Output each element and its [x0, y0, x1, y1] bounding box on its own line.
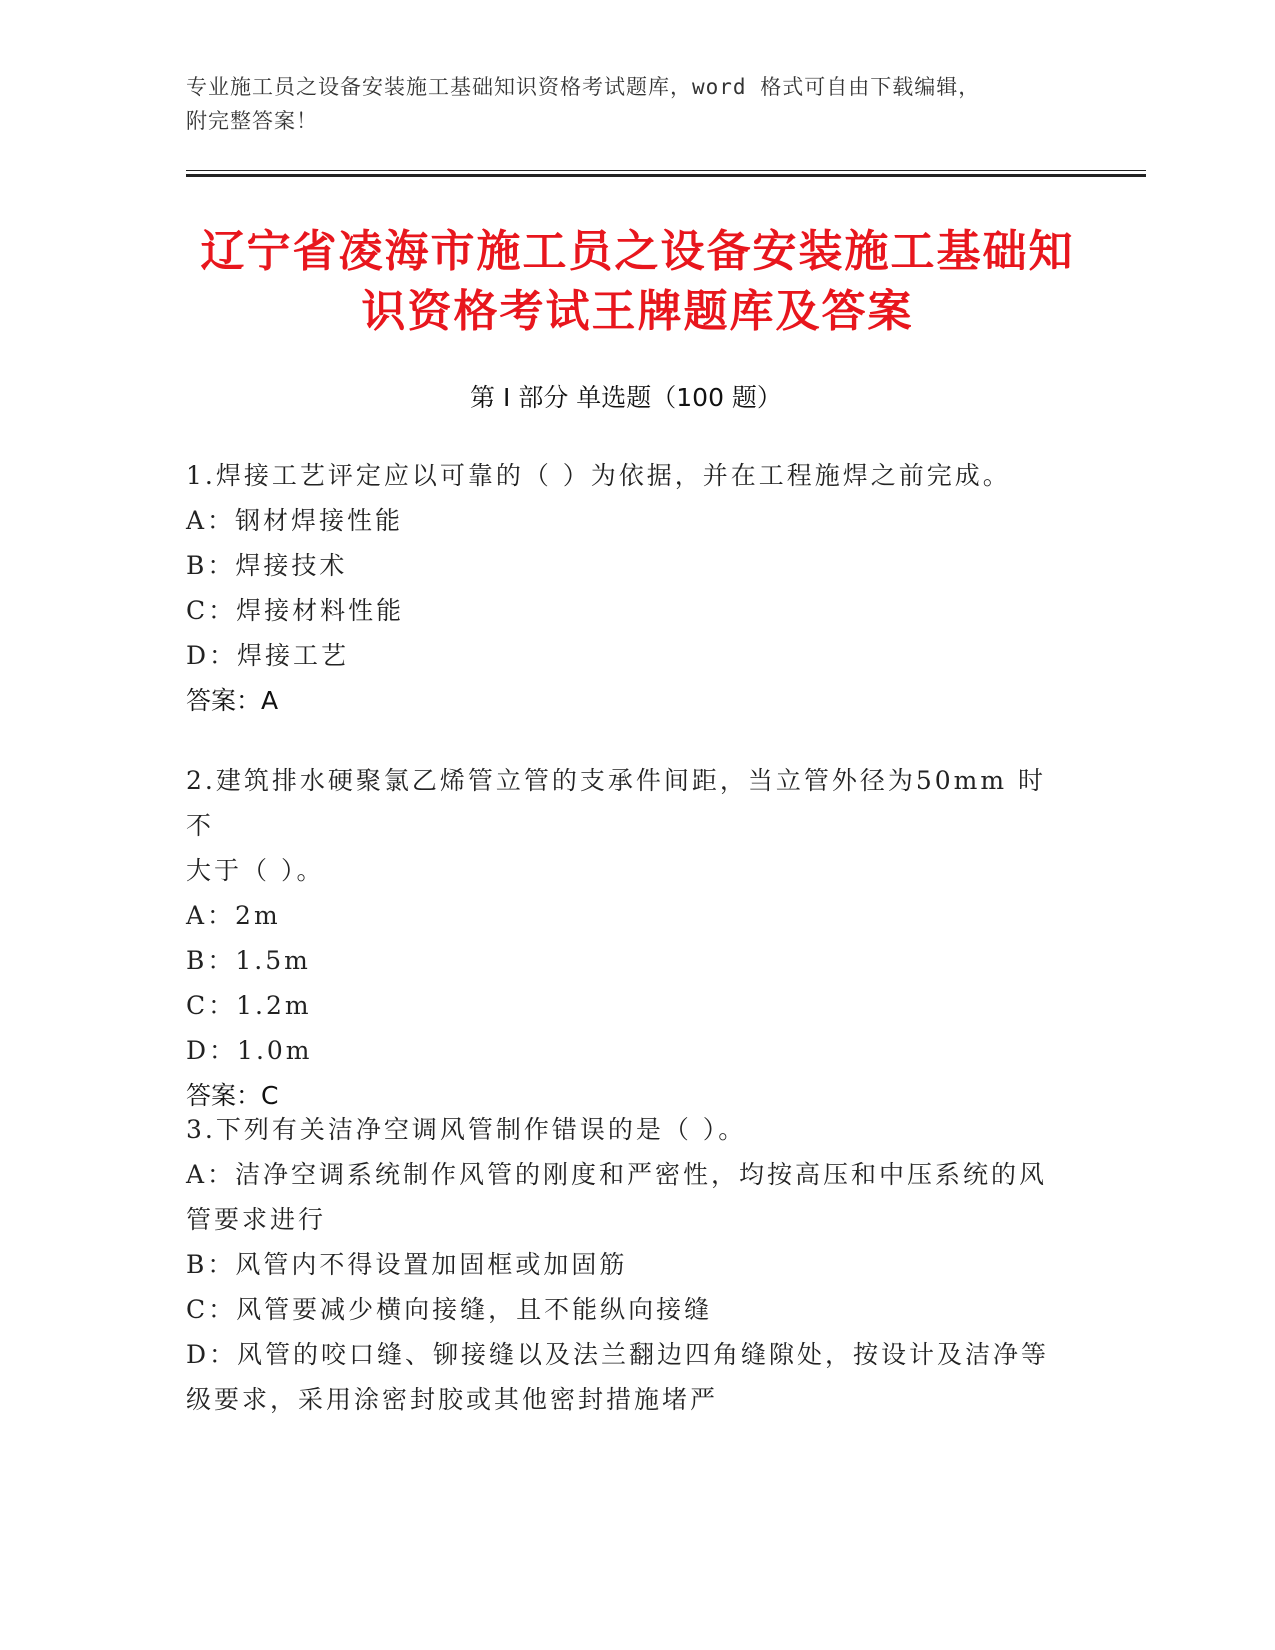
- section-title: 第 I 部分 单选题（100 题）: [470, 383, 782, 412]
- header-divider-thin: [186, 170, 1146, 171]
- question-3: [186, 1107, 1066, 1422]
- document-title: [150, 222, 1125, 342]
- option-b: B：风管内不得设置加固框或加固筋: [186, 1250, 628, 1279]
- question-2: [186, 758, 1066, 1118]
- header-note-line-2: 附完整答案！: [186, 109, 318, 133]
- option-c: C：焊接材料性能: [186, 596, 405, 625]
- option-d: D：1.0m: [186, 1036, 313, 1065]
- option-a-line-1: A：洁净空调系统制作风管的刚度和严密性，均按高压和中压系统的风: [186, 1160, 1048, 1189]
- question-stem-line-1: 2.建筑排水硬聚氯乙烯管立管的支承件间距，当立管外径为50mm 时不: [186, 766, 1047, 840]
- option-d-line-2: 级要求，采用涂密封胶或其他密封措施堵严: [186, 1385, 719, 1414]
- question-stem-line-2: 大于（ ）。: [186, 856, 325, 885]
- option-d-line-1: D：风管的咬口缝、铆接缝以及法兰翻边四角缝隙处，按设计及洁净等: [186, 1340, 1050, 1369]
- option-c: C：1.2m: [186, 991, 312, 1020]
- header-note-line-1: 专业施工员之设备安装施工基础知识资格考试题库，word 格式可自由下载编辑，: [186, 75, 981, 99]
- question-stem: 1.焊接工艺评定应以可靠的（ ）为依据，并在工程施焊之前完成。: [186, 461, 1011, 490]
- document-title-line-2: 识资格考试王牌题库及答案: [361, 286, 914, 337]
- document-title-line-1: 辽宁省凌海市施工员之设备安装施工基础知: [200, 226, 1075, 277]
- option-a: A：钢材焊接性能: [186, 506, 404, 535]
- option-a-line-2: 管要求进行: [186, 1205, 327, 1234]
- option-b: B：1.5m: [186, 946, 311, 975]
- option-a: A：2m: [186, 901, 281, 930]
- option-d: D：焊接工艺: [186, 641, 350, 670]
- header-note: [186, 70, 1086, 138]
- option-b: B：焊接技术: [186, 551, 348, 580]
- answer-label: 答案：A: [186, 686, 279, 715]
- answer-label: 答案：C: [186, 1081, 279, 1110]
- option-c: C：风管要减少横向接缝，且不能纵向接缝: [186, 1295, 713, 1324]
- question-stem: 3.下列有关洁净空调风管制作错误的是（ ）。: [186, 1115, 747, 1144]
- header-divider-thick: [186, 174, 1146, 177]
- question-1: [186, 453, 1066, 723]
